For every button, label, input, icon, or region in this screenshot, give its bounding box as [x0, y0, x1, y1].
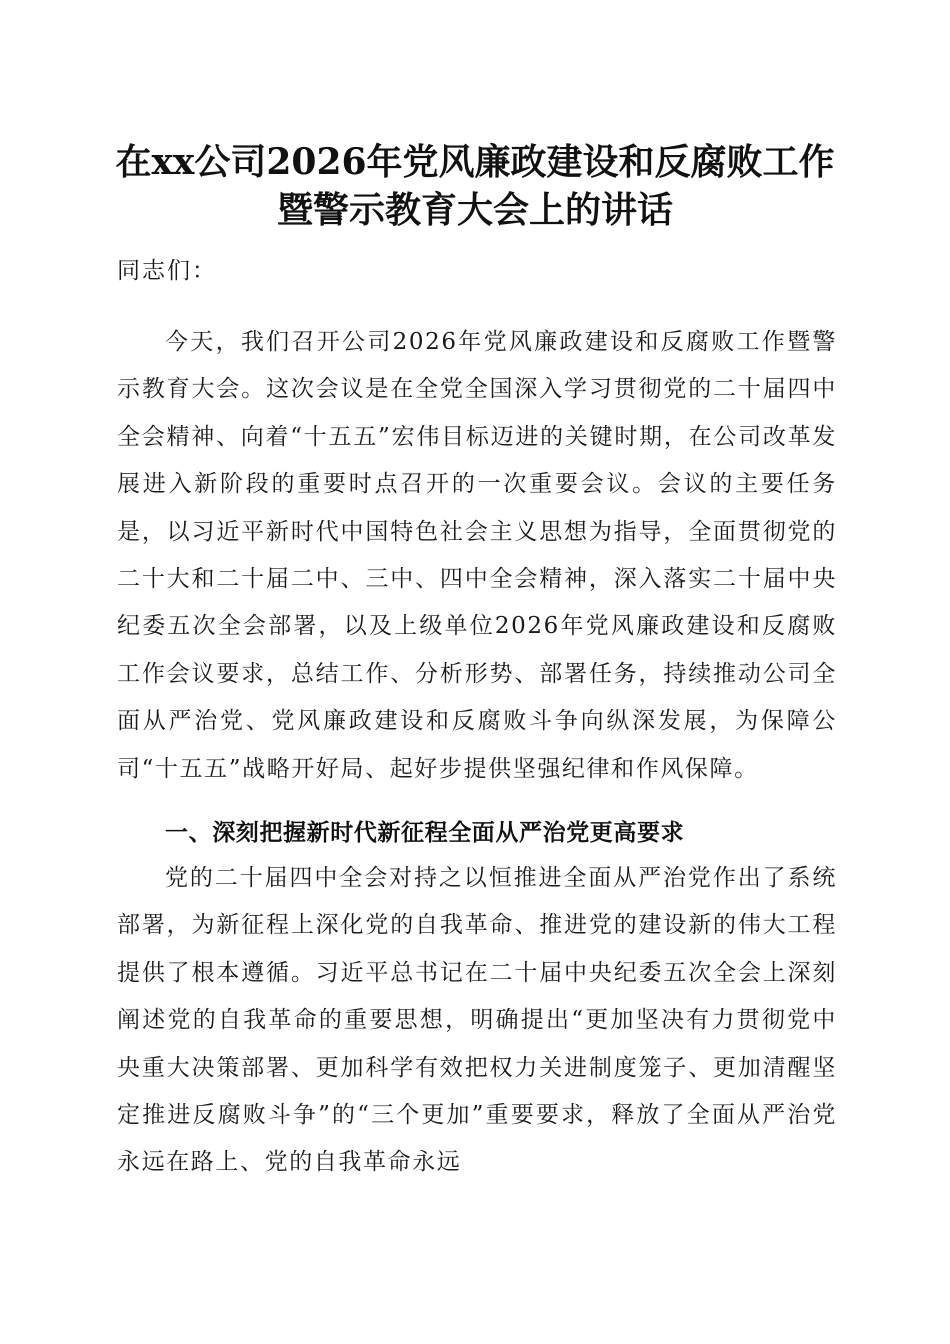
section-heading-1: 一、深刻把握新时代新征程全面从严治党更高要求	[165, 820, 685, 846]
paragraph-intro: 今天，我们召开公司2026年党风廉政建设和反腐败工作暨警示教育大会。这次会议是在全党全国深入学习贯彻党的二十届四中全会精神、向着“十五五”宏伟目标迈进的关键时期，在公司改革发展进入新阶段的重要时点召开的一次重要会议。会议的主要任务是，以习近平新时代中国特色社会主义思想为指导，全面贯彻党的二十大和二十届二中、三中、四中全会精神，深入落实二十届中央纪委五次全会部署，以及上级单位2026年党风廉政建设和反腐败工作会议要求，总结工作、分析形势、部署任务，持续推动公司全面从严治党、党风廉政建设和反腐败斗争向纵深发展，为保障公司“十五五”战略开好局、起好步提供坚强纪律和作风保障。	[117, 329, 837, 782]
document-title-line-1: 在xx公司2026年党风廉政建设和反腐败工作	[115, 141, 835, 183]
salutation: 同志们：	[117, 258, 217, 284]
document-title-line-2: 暨警示教育大会上的讲话	[276, 189, 673, 231]
paragraph-section-1: 党的二十届四中全会对持之以恒推进全面从严治党作出了系统部署，为新征程上深化党的自我革命、推进党的建设新的伟大工程提供了根本遵循。习近平总书记在二十届中央纪委五次全会上深刻阐述党的自我革命的重要思想，明确提出“更加坚决有力贯彻党中央重大决策部署、更加科学有效把权力关进制度笼子、更加清醒坚定推进反腐败斗争”的“三个更加”重要要求，释放了全面从严治党永远在路上、党的自我革命永远	[117, 865, 837, 1176]
